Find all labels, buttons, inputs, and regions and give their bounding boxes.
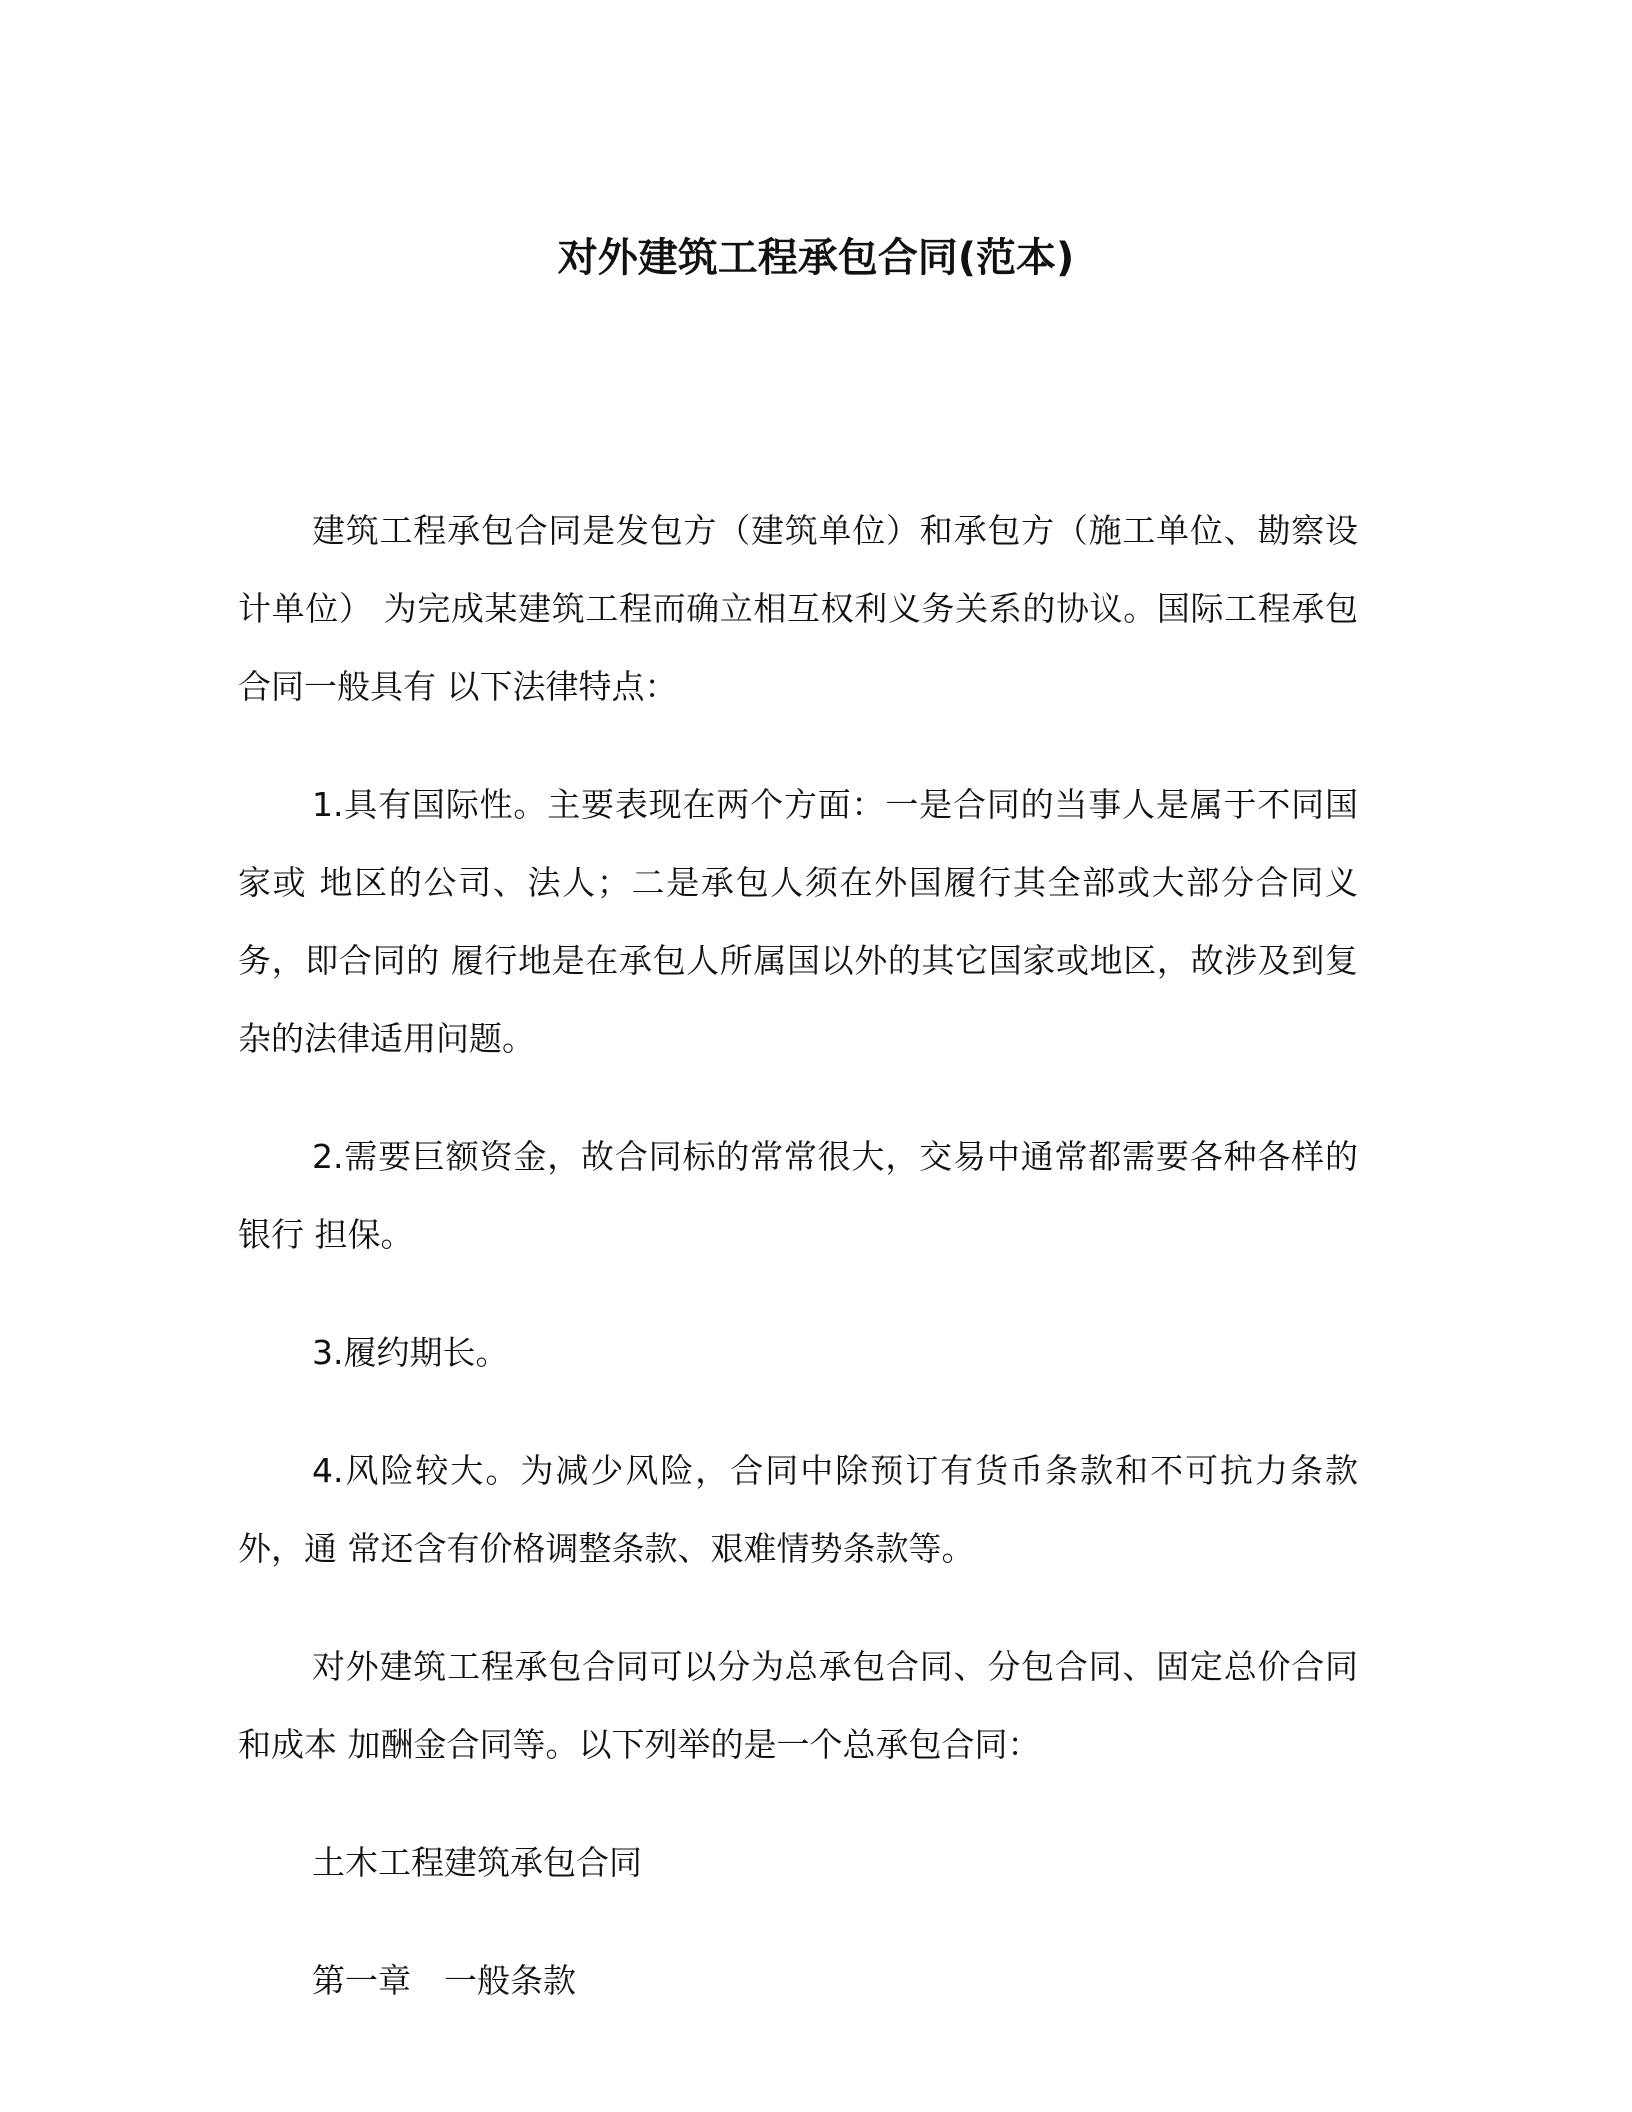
contract-types-paragraph: 对外建筑工程承包合同可以分为总承包合同、分包合同、固定总价合同和成本 加酬金合同等。以下列举的是一个总承包合同： [238, 1647, 1358, 1764]
intro-paragraph: 建筑工程承包合同是发包方（建筑单位）和承包方（施工单位、勘察设计单位） 为完成某建筑工程而确立相互权利义务关系的协议。国际工程承包合同一般具有 以下法律特点： [238, 511, 1358, 706]
chapter-heading: 第一章 一般条款 [312, 1961, 576, 2000]
feature-3-paragraph: 3.履约期长。 [312, 1333, 509, 1372]
feature-1-paragraph: 1.具有国际性。主要表现在两个方面：一是合同的当事人是属于不同国家或 地区的公司、法人；二是承包人须在外国履行其全部或大部分合同义务，即合同的 履行地是在承包人所属国以外的其它国家或地区，故涉及到复杂的法律适用问题。 [238, 785, 1358, 1058]
contract-title: 土木工程建筑承包合同 [312, 1843, 642, 1882]
feature-2-paragraph: 2.需要巨额资金，故合同标的常常很大，交易中通常都需要各种各样的银行 担保。 [238, 1137, 1358, 1254]
document-body [238, 492, 1358, 2060]
feature-4-paragraph: 4.风险较大。为减少风险，合同中除预订有货币条款和不可抗力条款外，通 常还含有价格调整条款、艰难情势条款等。 [238, 1451, 1358, 1568]
document-title: 对外建筑工程承包合同(范本) [557, 235, 1075, 281]
